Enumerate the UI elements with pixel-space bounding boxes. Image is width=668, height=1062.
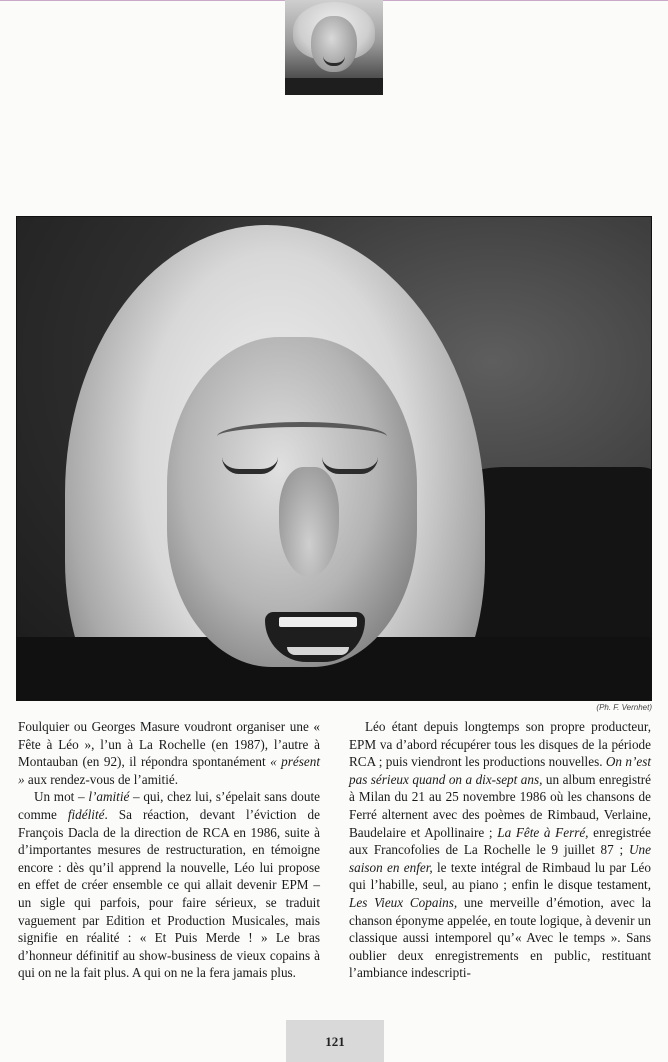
- photo-credit: (Ph. F. Vernhet): [596, 703, 652, 712]
- portrait-thumbnail: [285, 0, 383, 95]
- right-column: [349, 718, 651, 982]
- main-photo: [16, 216, 652, 701]
- paragraph: Un mot – l’amitié – qui, chez lui, s’épelait sans doute comme fidélité. Sa réaction, devant l’éviction de François Dacla de la direction de RCA en 1986, suite à d’importantes mesures de restructuration, en témoigne encore : dès qu’il apprend la nouvelle, Léo lui propose en effet de créer ensemble ce qui allait devenir EPM – un sigle qui parfois, pour faire sérieux, se traduit vaguement par Edition et Production Musicales, mais signifie en réalité : « Et Puis Merde ! » Le bras d’honneur définitif au show-business de vieux copains à qui on ne la fait plus. A qui on ne la fera jamais plus.: [18, 789, 320, 981]
- left-column: [18, 718, 320, 982]
- page-number-tab: [286, 1020, 384, 1062]
- paragraph: Foulquier ou Georges Masure voudront organiser une « Fête à Léo », l’un à La Rochelle (en 1987), l’autre à Montauban (en 92), il répondra spontanément « présent » aux rendez-vous de l’amitié.: [18, 719, 321, 787]
- page-number: 121: [325, 1034, 345, 1049]
- paragraph: Léo étant depuis longtemps son propre producteur, EPM va d’abord récupérer tous les disques de la période RCA ; puis viendront les productions nouvelles. On n’est pas sérieux quand on a dix-sept ans, un album enregistré à Milan du 21 au 25 novembre 1986 où les chansons de Ferré alternent avec des poèmes de Rimbaud, Verlaine, Baudelaire et Apollinaire ; La Fête à Ferré, enregistrée aux Francofolies de La Rochelle le 9 juillet 87 ; Une saison en enfer, le texte intégral de Rimbaud lu par Léo qui l’habille, seul, au piano ; enfin le disque testament, Les Vieux Copains, une merveille d’émotion, avec la chanson éponyme appelée, en toute logique, à devenir un classique aussi intemporel qu’« Avec le temps ». Sans oublier deux enregistrements en public, restituant l’ambiance indescripti-: [349, 719, 652, 981]
